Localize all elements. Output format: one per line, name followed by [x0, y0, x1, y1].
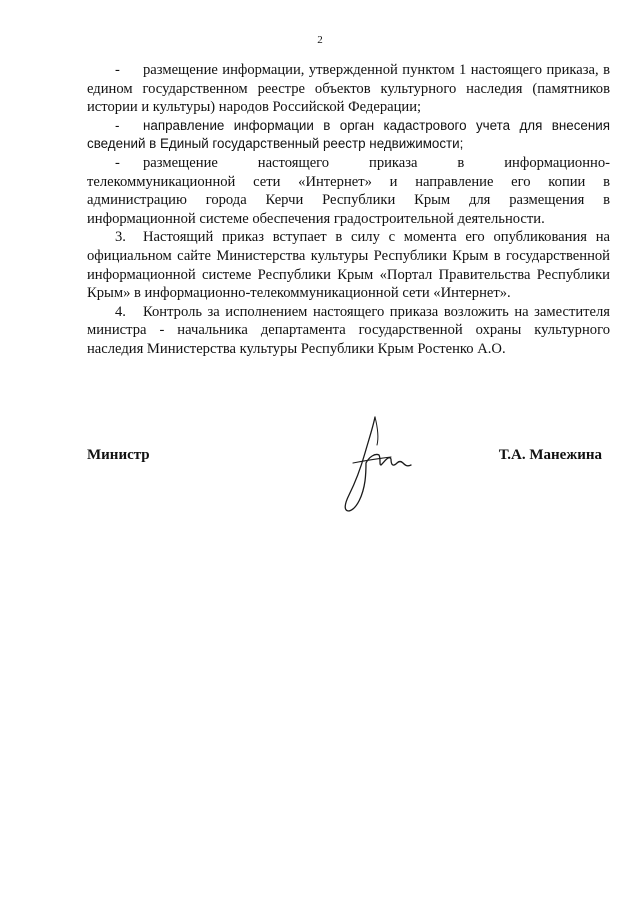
paragraph-text: размещение информации, утвержденной пунктом 1 настоящего приказа, в едином государственном реестре объектов культурного наследия (памятников истории и культуры) народов Российской Федерации;: [87, 62, 610, 116]
list-item-publish-registry: [87, 61, 610, 117]
paragraph-text: Настоящий приказ вступает в силу с момента его опубликования на официальном сайте Министерства культуры Республики Крым в государственной информационной системе Республики Крым «Портал Правительства Республики Крым» в информационно-телекоммуникационной сети «Интернет».: [87, 229, 610, 302]
signatory-title: Министр: [87, 447, 150, 463]
paragraph-number: 4.: [115, 303, 126, 320]
paragraph-text: размещение настоящего приказа в информационно-телекоммуникационной сети «Интернет» и направление его копии в администрацию города Керчи Республики Крым для размещения в информационной системе обеспечения градостроительной деятельности.: [87, 154, 610, 227]
signatory-name: Т.А. Манежина: [498, 447, 602, 463]
list-marker: -: [115, 117, 120, 133]
paragraph-effective: [87, 228, 610, 302]
list-marker: -: [115, 62, 120, 78]
paragraph-number: 3.: [115, 229, 126, 246]
page-number: 2: [317, 34, 323, 46]
list-item-internet: [87, 154, 610, 228]
list-marker: -: [115, 154, 120, 171]
list-item-cadastral: [87, 117, 610, 154]
paragraph-control: [87, 303, 610, 359]
paragraph-text: направление информации в орган кадастрового учета для внесения сведений в Единый государственный реестр недвижимости;: [87, 117, 610, 152]
document-body: [87, 61, 610, 359]
paragraph-text: Контроль за исполнением настоящего приказа возложить на заместителя министра - начальника департамента государственной охраны культурного наследия Министерства культуры Республики Крым Ростенко А.О.: [87, 303, 610, 357]
handwritten-signature: [335, 415, 417, 515]
